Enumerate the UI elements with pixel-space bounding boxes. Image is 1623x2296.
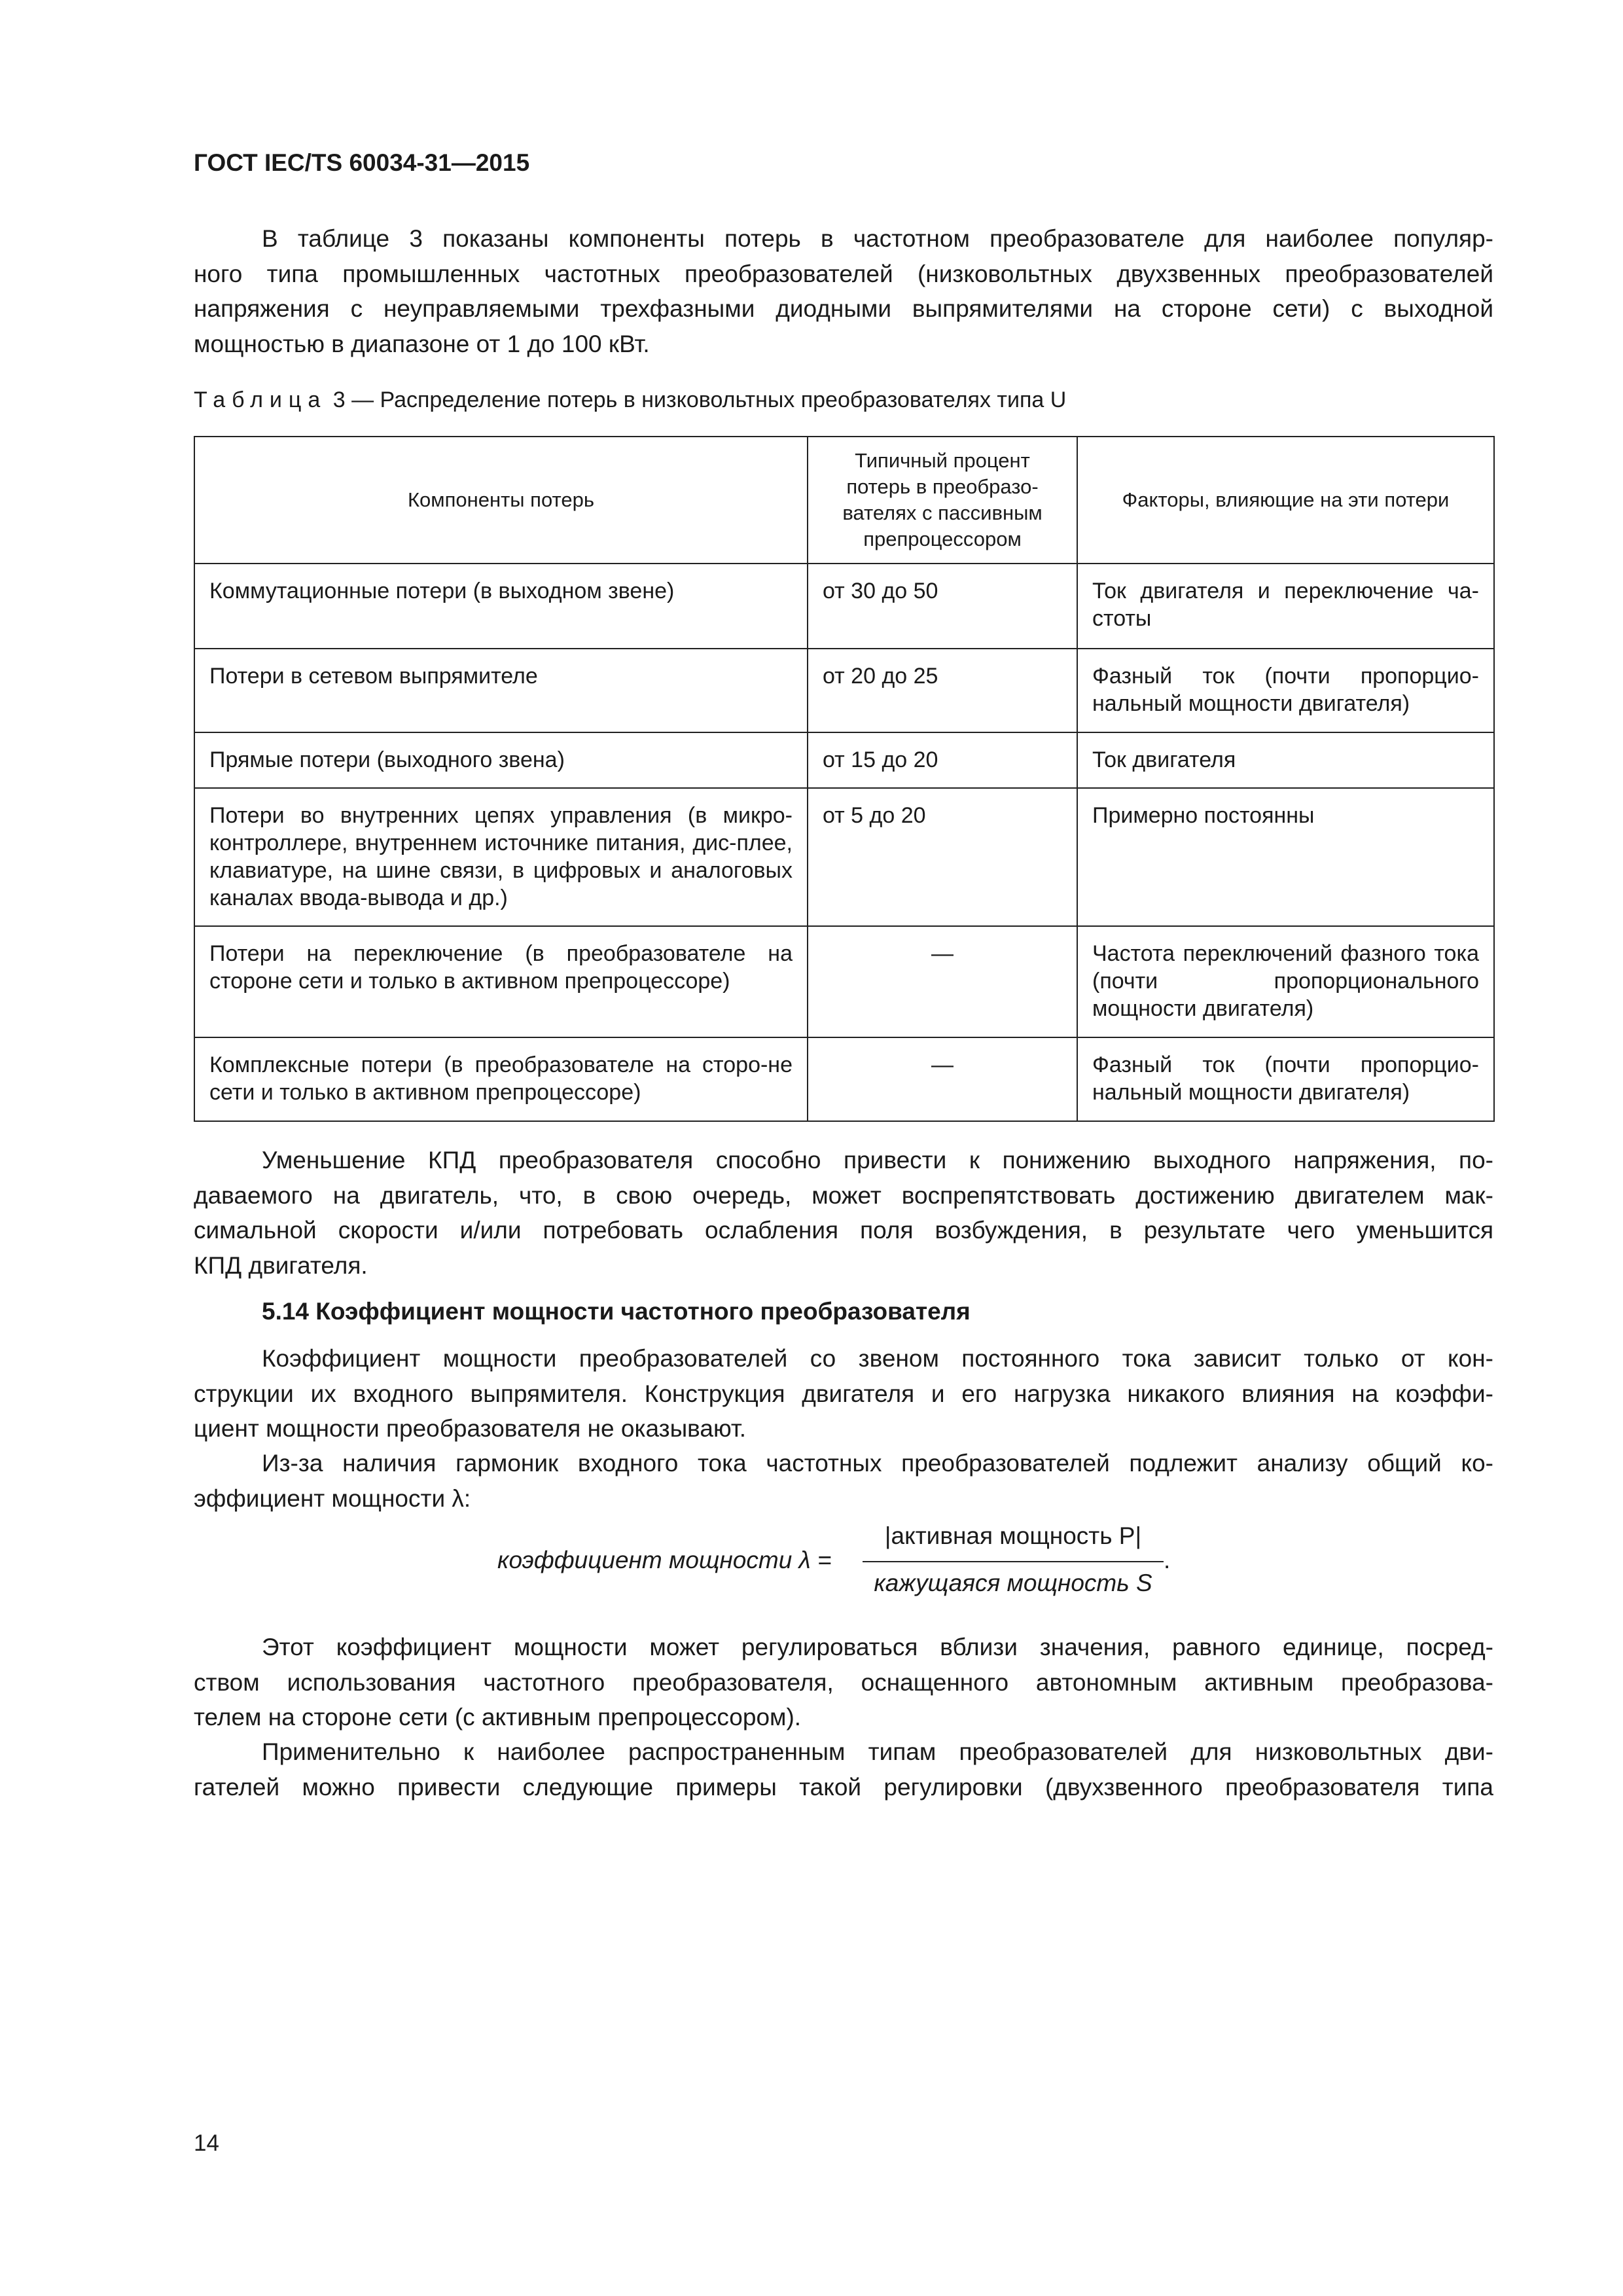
loss-factors-cell: Фазный ток (почти пропорцио-нальный мощности двигателя) [1077, 1037, 1494, 1121]
loss-percent-cell: — [808, 1037, 1077, 1121]
section-paragraph-4 [194, 1734, 1493, 1804]
section-heading: 5.14 Коэффициент мощности частотного преобразователя [262, 1298, 971, 1325]
text-line: мощностью в диапазоне от 1 до 100 кВт. [194, 330, 650, 357]
table-row [194, 732, 1494, 788]
table-row [194, 1037, 1494, 1121]
intro-paragraph [194, 221, 1493, 361]
loss-factors-cell: Фазный ток (почти пропорцио-нальный мощности двигателя) [1077, 649, 1494, 732]
column-header: Компоненты потерь [194, 437, 808, 564]
loss-component-cell: Комплексные потери (в преобразователе на сторо-не сети и только в активном препроцессоре) [194, 1037, 808, 1121]
table-caption [194, 387, 1066, 413]
loss-factors-cell: Ток двигателя и переключение ча-стоты [1077, 564, 1494, 649]
loss-component-cell: Потери в сетевом выпрямителе [194, 649, 808, 732]
document-header: ГОСТ IEC/TS 60034-31—2015 [194, 149, 530, 176]
section-paragraph-3 [194, 1630, 1493, 1735]
text-line: Уменьшение КПД преобразователя способно привести к понижению выходного напряжения, по- [262, 1147, 1493, 1174]
fraction-bar [863, 1561, 1164, 1562]
table-caption-prefix: Таблица [194, 387, 327, 412]
table-row [194, 788, 1494, 926]
loss-factors-cell: Ток двигателя [1077, 732, 1494, 788]
text-line: циент мощности преобразователя не оказывают. [194, 1415, 747, 1442]
text-line: Коэффициент мощности преобразователей со звеном постоянного тока зависит только от кон- [262, 1345, 1493, 1372]
text-line: эффициент мощности λ: [194, 1484, 471, 1512]
loss-percent-cell: от 5 до 20 [808, 788, 1077, 926]
text-line: ством использования частотного преобразователя, оснащенного автономным активным преобразова- [194, 1668, 1493, 1696]
formula-period: . [1164, 1547, 1171, 1573]
text-line: В таблице 3 показаны компоненты потерь в частотном преобразователе для наиболее популяр- [262, 225, 1493, 252]
loss-factors-cell: Частота переключений фазного тока (почти пропорционального мощности двигателя) [1077, 926, 1494, 1037]
formula-numerator: |активная мощность P| [884, 1522, 1142, 1549]
column-header: Типичный процент потерь в преобразо-вателях с пассивным препроцессором [808, 437, 1077, 564]
loss-component-cell: Прямые потери (выходного звена) [194, 732, 808, 788]
table-header-row [194, 437, 1494, 564]
table-row [194, 649, 1494, 732]
text-line: даваемого на двигатель, что, в свою очередь, может воспрепятствовать достижению двигателем мак- [194, 1181, 1493, 1209]
loss-percent-cell: от 20 до 25 [808, 649, 1077, 732]
loss-percent-cell: от 15 до 20 [808, 732, 1077, 788]
text-line: КПД двигателя. [194, 1251, 368, 1279]
table-caption-text: 3 — Распределение потерь в низковольтных преобразователях типа U [327, 387, 1067, 412]
loss-component-cell: Потери во внутренних цепях управления (в микро-контроллере, внутреннем источнике питания, дис-плее, клавиатуре, на шине связи, в цифровых и аналоговых каналах ввода-вывода и др.) [194, 788, 808, 926]
formula-denominator: кажущаяся мощность S [874, 1570, 1152, 1596]
loss-factors-cell: Примерно постоянны [1077, 788, 1494, 926]
loss-component-cell: Коммутационные потери (в выходном звене) [194, 564, 808, 649]
formula-lhs: коэффициент мощности λ = [497, 1547, 832, 1573]
text-line: ного типа промышленных частотных преобразователей (низковольтных двухзвенных преобразователей [194, 260, 1493, 287]
loss-component-cell: Потери на переключение (в преобразователе на стороне сети и только в активном препроцессоре) [194, 926, 808, 1037]
text-line: напряжения с неуправляемыми трехфазными диодными выпрямителями на стороне сети) с выходной [194, 295, 1493, 322]
text-line: симальной скорости и/или потребовать ослабления поля возбуждения, в результате чего уменьшится [194, 1217, 1493, 1244]
section-paragraph-2 [194, 1446, 1493, 1516]
text-line: Этот коэффициент мощности может регулироваться вблизи значения, равного единице, посред- [262, 1634, 1493, 1660]
loss-percent-cell: — [808, 926, 1077, 1037]
text-line: гателей можно привести следующие примеры такой регулировки (двухзвенного преобразователя типа [194, 1773, 1493, 1801]
section-paragraph-1 [194, 1341, 1493, 1446]
text-line: струкции их входного выпрямителя. Конструкция двигателя и его нагрузка никакого влияния на коэффи- [194, 1380, 1493, 1407]
loss-distribution-table [194, 436, 1495, 1122]
page-number: 14 [194, 2130, 219, 2156]
table-row [194, 564, 1494, 649]
efficiency-paragraph [194, 1143, 1493, 1283]
text-line: Из-за наличия гармоник входного тока частотных преобразователей подлежит анализу общий ко- [262, 1450, 1493, 1477]
table-row [194, 926, 1494, 1037]
text-line: Применительно к наиболее распространенным типам преобразователей для низковольтных дви- [262, 1738, 1493, 1765]
column-header: Факторы, влияющие на эти потери [1077, 437, 1494, 564]
power-factor-formula [497, 1518, 1217, 1604]
loss-percent-cell: от 30 до 50 [808, 564, 1077, 649]
text-line: телем на стороне сети (с активным препроцессором). [194, 1704, 802, 1731]
